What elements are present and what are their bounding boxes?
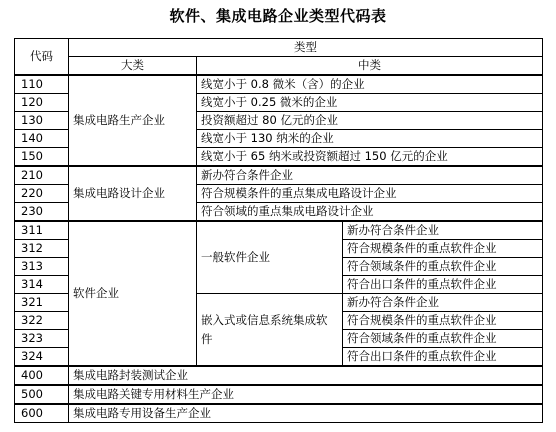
major-category-software: 软件企业: [69, 221, 197, 366]
middle-category-embedded-software: 嵌入式或信息系统集成软件: [197, 294, 343, 367]
header-type: 类型: [69, 39, 543, 57]
major-category-equipment: 集成电路专用设备生产企业: [69, 404, 543, 423]
desc-cell: 符合规模条件的重点集成电路设计企业: [197, 185, 543, 203]
desc-cell: 投资额超过 80 亿元的企业: [197, 112, 543, 130]
desc-cell: 新办符合条件企业: [197, 166, 543, 185]
table-row: [15, 404, 543, 423]
code-cell: 110: [15, 75, 69, 94]
desc-cell: 符合领域条件的重点软件企业: [343, 258, 543, 276]
desc-cell: 符合规模条件的重点软件企业: [343, 312, 543, 330]
table-row: [15, 221, 543, 240]
table-row: [15, 385, 543, 404]
desc-cell: 线宽小于 0.25 微米的企业: [197, 94, 543, 112]
code-cell: 321: [15, 294, 69, 312]
code-cell: 313: [15, 258, 69, 276]
middle-category-general-software: 一般软件企业: [197, 221, 343, 294]
table-row: [15, 75, 543, 94]
code-cell: 500: [15, 385, 69, 404]
code-cell: 220: [15, 185, 69, 203]
desc-cell: 符合规模条件的重点软件企业: [343, 240, 543, 258]
code-cell: 324: [15, 348, 69, 367]
code-cell: 120: [15, 94, 69, 112]
desc-cell: 符合出口条件的重点软件企业: [343, 276, 543, 294]
code-cell: 312: [15, 240, 69, 258]
code-cell: 140: [15, 130, 69, 148]
header-middle: 中类: [197, 57, 543, 76]
code-cell: 322: [15, 312, 69, 330]
table-title: 软件、集成电路企业类型代码表: [169, 7, 387, 25]
desc-cell: 线宽小于 130 纳米的企业: [197, 130, 543, 148]
desc-cell: 符合领域的重点集成电路设计企业: [197, 203, 543, 222]
code-cell: 314: [15, 276, 69, 294]
desc-cell: 新办符合条件企业: [343, 221, 543, 240]
desc-cell: 线宽小于 65 纳米或投资额超过 150 亿元的企业: [197, 148, 543, 167]
code-cell: 150: [15, 148, 69, 167]
enterprise-type-code-table: [14, 38, 543, 423]
table-row: [15, 166, 543, 185]
code-cell: 130: [15, 112, 69, 130]
code-cell: 210: [15, 166, 69, 185]
code-cell: 323: [15, 330, 69, 348]
major-category-ic-design: 集成电路设计企业: [69, 166, 197, 221]
code-cell: 600: [15, 404, 69, 423]
desc-cell: 线宽小于 0.8 微米（含）的企业: [197, 75, 543, 94]
desc-cell: 符合领域条件的重点软件企业: [343, 330, 543, 348]
code-cell: 311: [15, 221, 69, 240]
code-cell: 230: [15, 203, 69, 222]
major-category-materials: 集成电路关键专用材料生产企业: [69, 385, 543, 404]
major-category-ic-production: 集成电路生产企业: [69, 75, 197, 166]
header-code: 代码: [15, 39, 69, 76]
desc-cell: 符合出口条件的重点软件企业: [343, 348, 543, 367]
table-row: [15, 366, 543, 385]
desc-cell: 新办符合条件企业: [343, 294, 543, 312]
code-cell: 400: [15, 366, 69, 385]
header-major: 大类: [69, 57, 197, 76]
major-category-packaging-testing: 集成电路封装测试企业: [69, 366, 543, 385]
